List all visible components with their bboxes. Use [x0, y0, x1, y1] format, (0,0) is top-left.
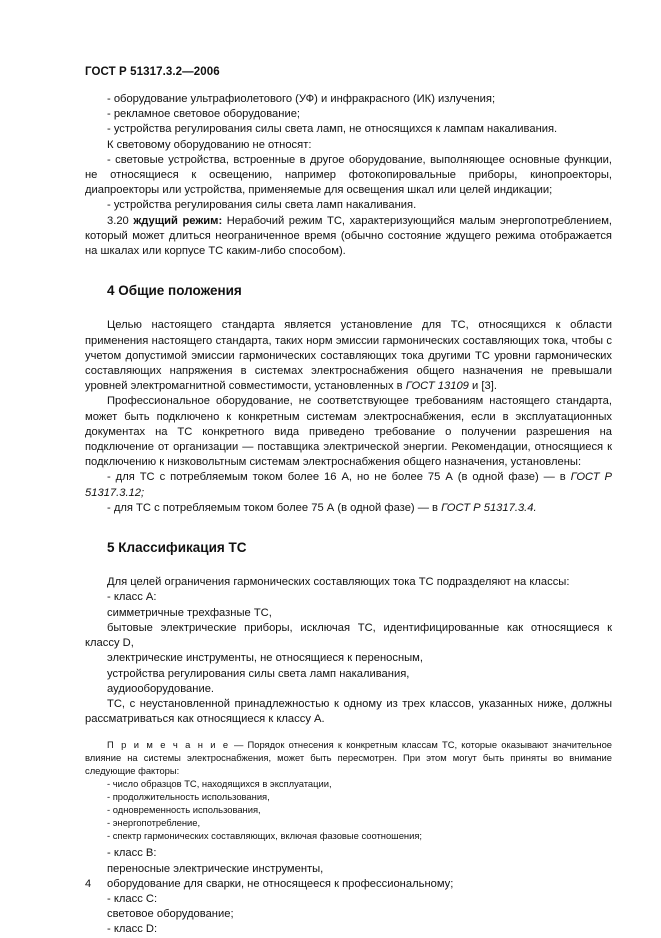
standard-reference: ГОСТ Р 51317.3.12; — [85, 471, 613, 499]
list-item: световое оборудование; — [107, 908, 234, 921]
list-item: - световые устройства, встроенные в другое оборудование, выполняющее основные функции, не относящиеся к освещению, например фотокопировальные приборы, кинопроекторы, диапроекторы или устройства, применяемые для освещения шкал или целей индикации; — [85, 153, 612, 197]
definition-term: ждущий режим: — [133, 214, 223, 227]
definition-number: 3.20 — [107, 214, 129, 227]
list-item-text: - для ТС с потребляемым током более 75 А (в одной фазе) — в — [107, 501, 442, 514]
paragraph — [85, 318, 612, 394]
list-item: бытовые электрические приборы, исключая ТС, идентифицированные как относящиеся к классу D, — [85, 621, 612, 650]
paragraph-text: Целью настоящего стандарта является установление для ТС, относящихся к области применения настоящего стандарта, таких норм эмиссии гармонических составляющих тока, чтобы с учетом допустимой эмиссии гармонических составляющих тока другими ТС уровни гармонических составляющих напряжения в системах электроснабжения общего назначения не превышали уровней электромагнитной совместимости, установленных в — [85, 319, 612, 393]
page-header: ГОСТ Р 51317.3.2—2006 — [85, 66, 220, 78]
standard-reference: ГОСТ Р 51317.3.4. — [441, 501, 537, 514]
definition-3-20 — [85, 214, 612, 260]
list-item: симметричные трехфазные ТС, — [107, 606, 272, 619]
list-item: переносные электрические инструменты, — [107, 862, 324, 875]
note-paragraph — [85, 738, 612, 777]
note-text: — Порядок отнесения к конкретным классам ТС, которые оказывают значительное влияние на системы электроснабжения, может быть пересмотрен. При этом могут быть приняты во внимание следующие факторы: — [85, 739, 613, 777]
list-item: - оборудование ультрафиолетового (УФ) и инфракрасного (ИК) излучения; — [107, 93, 496, 105]
note-item: - число образцов ТС, находящихся в эксплуатации, — [107, 778, 332, 790]
list-item: - устройства регулирования силы света ламп накаливания. — [107, 199, 417, 212]
list-item: аудиооборудование. — [107, 682, 215, 695]
list-item — [85, 470, 612, 500]
note-item: - продолжительность использования, — [107, 791, 270, 803]
section-heading-4: 4 Общие положения — [107, 283, 242, 299]
paragraph: Для целей ограничения гармонических составляющих тока ТС подразделяют на классы: — [107, 576, 570, 589]
class-d-label: - класс D: — [107, 923, 158, 936]
paragraph: К световому оборудованию не относят: — [107, 138, 312, 151]
standard-reference: ГОСТ 13109 — [405, 380, 469, 393]
note-item: - одновременность использования, — [107, 804, 261, 816]
list-item-text: - для ТС с потребляемым током более 16 А, но не более 75 А (в одной фазе) — в — [107, 471, 571, 484]
note-label: П р и м е ч а н и е — [107, 739, 230, 751]
class-b-label: - класс В: — [107, 847, 157, 860]
section-heading-5: 5 Классификация ТС — [107, 540, 247, 556]
list-item: оборудование для сварки, не относящееся к профессиональному; — [107, 877, 454, 890]
list-item: - рекламное световое оборудование; — [107, 108, 301, 121]
list-item: электрические инструменты, не относящиеся к переносным, — [107, 652, 423, 665]
list-item: - устройства регулирования силы света ламп, не относящихся к лампам накаливания. — [107, 123, 558, 136]
class-a-label: - класс А: — [107, 591, 157, 604]
paragraph: Профессиональное оборудование, не соответствующее требованиям настоящего стандарта, может быть подключено к конкретным системам электроснабжения, если в эксплуатационных документах на ТС конкретного вида приведено требование о получении разрешения на подключение от организации — поставщика электрической энергии. Рекомендации, относящиеся к подключению к низковольтным системам электроснабжения общего назначения, установлены: — [85, 395, 612, 469]
paragraph: ТС, с неустановленной принадлежностью к одному из трех классов, указанных ниже, должны рассматриваться как относящиеся к классу А. — [85, 697, 612, 726]
list-item: устройства регулирования силы света ламп накаливания, — [107, 667, 410, 680]
definition-text: Нерабочий режим ТС, характеризующийся малым энергопотреблением, который может длиться неограниченное время (обычно состояние ждущего режима отображается на шкалах или корпусе ТС каким-либо способом). — [85, 214, 612, 258]
note-item: - энергопотребление, — [107, 817, 201, 829]
page-number: 4 — [85, 878, 92, 890]
note-block — [85, 738, 612, 842]
list-item — [85, 501, 612, 516]
note-item: - спектр гармонических составляющих, включая фазовые соотношения; — [107, 830, 422, 842]
paragraph-text: и [3]. — [468, 380, 497, 393]
page-content — [85, 92, 612, 938]
class-c-label: - класс С: — [107, 892, 158, 905]
